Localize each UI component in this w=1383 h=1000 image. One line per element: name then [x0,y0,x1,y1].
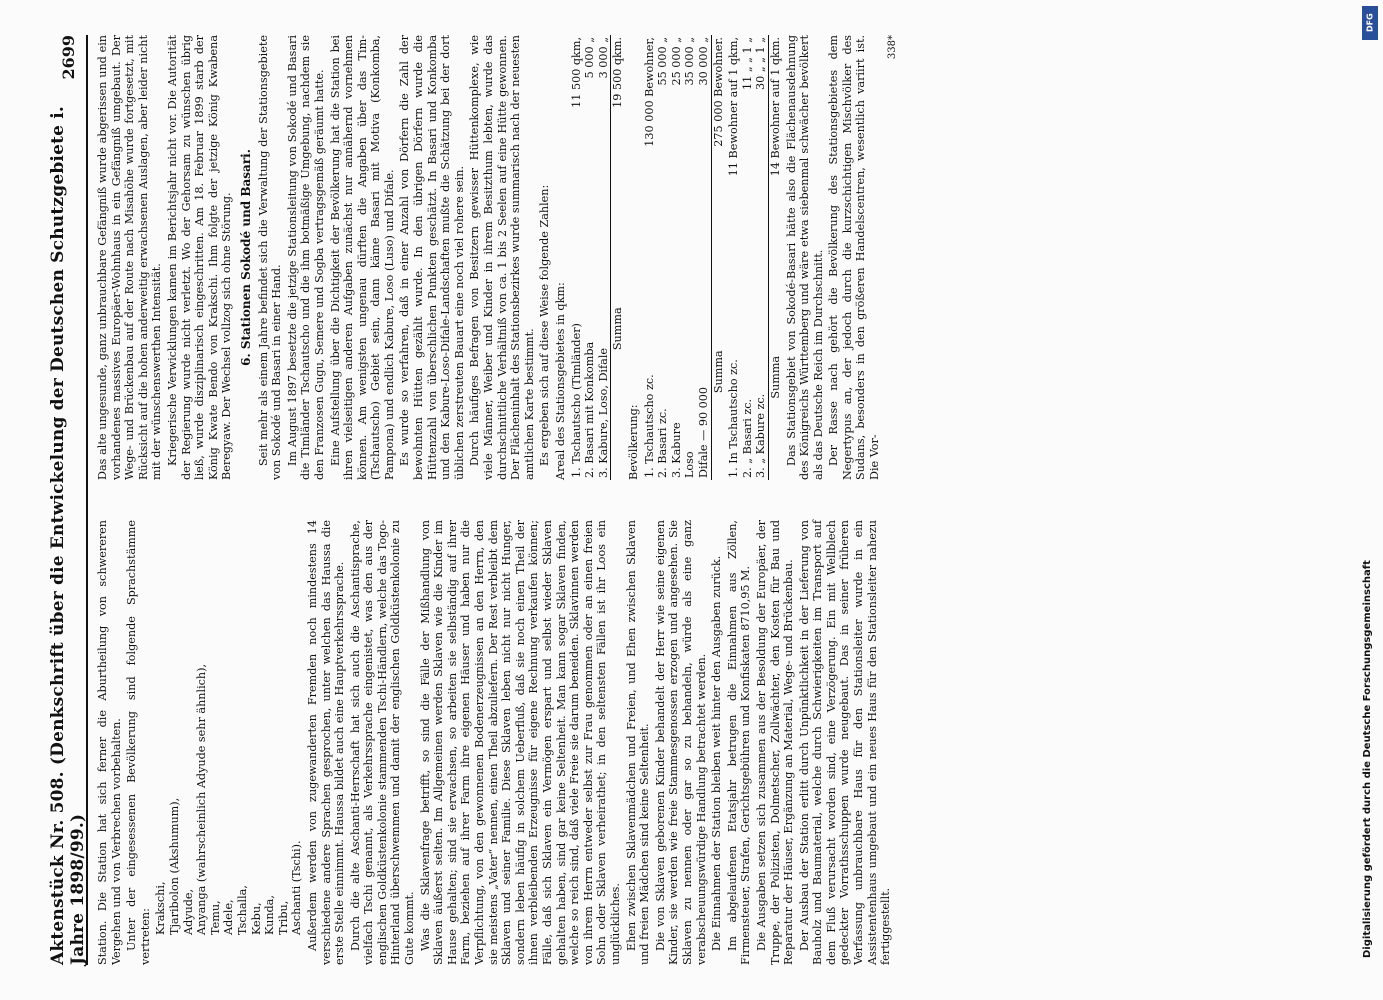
table-row [741,35,755,480]
paragraph: Durch die alte Aschanti-Herrschaft hat sich auch die Aschantisprache, vielfach Tschi genannt, als Verkehrssprache eingenistet, was den aus der englischen Goldküstenkolonie stammenden Tschi-Händlern, welche das Togo-Hinterland überschwemmen und damit der englischen Goldküstenkolonie zu Gute kommt. [348,520,417,965]
table-row [754,35,768,480]
list-item: Temu, [208,900,222,935]
page-header [50,35,88,965]
table-row [643,35,657,480]
paragraph: Kriegerische Verwicklungen kamen im Berichtsjahr nicht vor. Die Autorität der Regierung wurde nicht verletzt. Wo der Gehorsam zu wünschen übrig ließ, wurde disziplinarisch eingeschritten. Am 18. Februar 1899 starb der König Kwate Bendo von Krakschi. Ihm folgte der jetzige König Kwabena Beregyaw. Der Wechsel vollzog sich ohne Störung. [165,35,234,480]
paragraph: Der Ausbau der Station erlitt durch Unpünktlichkeit in der Lieferung von Bauholz und Baumaterial, welche durch Schwierigkeiten im Transport auf dem Fluß verursacht worden sind, eine Verzögerung. Ein mit Wellblech gedeckter Vorrathsschuppen wurde neugebaut. Das in seiner früheren Verfassung unbrauchbare Haus für den Stationsleiter wurde in ein Assistentenhaus umgebaut und ein neues Haus für den Stationsleiter nahezu fertiggestellt. [797,520,893,965]
paragraph: Seit mehr als einem Jahre befindet sich die Verwaltung der Stationsgebiete von Sokodé und Basari in einer Hand. [256,35,284,480]
table-cell: 3. Kabure, Loso, Difale [596,347,610,478]
table-cell: 25 000 „ [669,37,683,86]
list-item: Tribu, [276,900,290,935]
table-cell: 11 Bewohner auf 1 qkm, [727,37,741,177]
list-item: Adele, [222,899,236,935]
paragraph: Außerdem werden von zugewanderten Fremden noch mindestens 14 verschiedene andere Sprachen gesprochen, unter welchen das Haussa die erste Stelle einnimmt. Haussa bildet auch eine Hauptverkehrssprache. [305,520,347,965]
table-cell: 55 000 „ [656,37,670,86]
table-caption: Bevölkerung: [626,404,640,480]
paragraph: Das Stationsgebiet von Sokodé-Basari hätte also die Flächenausdehnung des Königreichs Württemberg und wäre etwa siebenmal schwächer bevölkert als das Deutsche Reich im Durchschnitt. [784,35,825,480]
table-cell: 11 „ „ 1 „ [740,37,754,90]
paragraph: Durch häufiges Befragen von Besitzern gewisser Hüttenkomplexe, wie viele Männer, Weiber und Kinder in ihrem Besitzthum lebten, wurde das durchschnittliche Verhältniß von ca. 1 bis 2 Seelen auf eine Hütte gewonnen. Der Flächeninhalt des Stationsbezirkes wurde summarisch nach der neuesten amtlichen Karte bestimmt. [468,35,536,480]
table-cell: 11 500 qkm, [569,37,583,108]
population-table [643,35,726,480]
table-cell: 30 „ „ 1 „ [754,37,768,90]
list-item: Adyude, [181,888,195,935]
table-row [670,35,684,480]
table-caption: Areal des Stationsgebietes in qkm: [554,282,567,480]
area-table [570,35,625,480]
table-cell: 5 000 „ [583,37,597,79]
table-cell: Difale — 90 000 [696,386,710,478]
paragraph: Station. Die Station hat sich ferner die Aburtheilung von schwereren Vergehen und von Verbrechen vorbehalten. [96,520,123,965]
paragraph: Im August 1897 besetzte die jetzige Stationsleitung von Sokodé und Basari die Timländer Tschautscho und die ihm botmäßige Umgebung, nachdem sie den Franzosen Gugu, Semere und Sogba vertragsgemäß geräumt hatte. [285,35,326,480]
paragraph: Der Rasse nach gehört die Bevölkerung des Stationsgebietes dem Negertypus an, der jedoch durch die kurzschichtigen Mischvölker des Sudans, besonders in den größeren Handelscentren, wesentlich variirt ist. Die Vor- [827,35,882,480]
table-cell: 2. Basari zc. [656,408,670,478]
paragraph: Es wurde so verfahren, daß in einer Anzahl von Dörfern die Zahl der bewohnten Hütten gezählt wurde. In den übrigen Dörfern wurde die Hüttenzahl von überschlichen Punkten geschätzt. In Basari und Konkomba und den Kabure-Loso-Difale-Landschaften mußte die Schätzung bei der dort üblichen zerstreuten Bauart eine noch viel rohere sein. [398,35,466,480]
table-cell: 3 000 „ [596,37,610,79]
table-cell: 2. Basari mit Konkomba [583,341,597,478]
list-item: Krakschi, [154,881,168,935]
list-item: Tjaribolon (Akshumum), [167,797,181,935]
signature-mark: 338* [886,35,898,60]
paragraph: Was die Sklavenfrage betrifft, so sind die Fälle der Mißhandlung von Sklaven äußerst selten. Im Allgemeinen werden Sklaven wie die Kinder im Hause gehalten; sind sie erwachsen, so arbeiten sie selbständig auf ihrer Farm, beziehen auf ihrer Farm ihre eigenen Häuser und haben nur die Verpflichtung, von den gewonnenen Bodenerzeugnissen an den Herrn, den sie meistens „Vater“ nennen, einen Theil abzuliefern. Der Rest verbleibt dem Sklaven und seiner Familie. Diese Sklaven leben nicht nur nicht Hunger, sondern leben häufig in solchem Ueberfluß, daß sie noch einen Theil der ihnen verbleibenden Erzeugnisse für eigene Rechnung verkaufen können; Fälle, daß sich Sklaven ein Vermögen erspart und selbst wieder Sklaven gehalten haben, sind gar keine Seltenheit. Man kann sogar Sklaven finden, welche so reich sind, daß viele Freie sie darum beneiden. Sklavinnen werden von ihrem Herrn entweder selbst zur Frau genommen oder an einen freien Sohn oder Sklaven verheirathet; in den seltensten Fällen ist ihr Loos ein unglückliches. [418,520,622,965]
table-row [683,35,697,480]
paragraph: Die Ausgaben setzen sich zusammen aus der Besoldung der Europäer, der Truppe, der Polizisten, Dolmetscher, Zollwächter, den Kosten für Bau und Reparatur der Häuser, Ergänzung an Material, Wege- und Brückenbau. [754,520,796,965]
table-row [570,35,584,480]
table-row [727,35,741,480]
table-cell: 1. Tschautscho zc. [642,374,656,478]
table-cell: 2. „ Basari zc. [740,398,754,478]
left-column [96,520,1266,965]
table-cell: Summa [768,275,782,480]
language-list [154,520,304,935]
table-cell: Loso [683,451,697,478]
dfg-logo-icon: DFG [1362,6,1378,40]
list-item: Anyanga (wahrscheinlich Adyude sehr ähnlich), [195,663,209,935]
page-number: 2699 [58,35,78,80]
funding-note: Digitalisierung gefördert durch die Deutsche Forschungsgemeinschaft [1362,560,1373,958]
section-heading: 6. Stationen Sokodé und Basari. [238,149,253,366]
table-cell: 30 000 „ [696,37,710,86]
table-row-sum [711,35,725,480]
table-cell: 19 500 qkm. [611,35,625,177]
paragraph: Es ergeben sich auf diese Weise folgende Zahlen: [538,184,552,466]
table-cell: 1. Tschautscho (Timländer) [569,323,583,478]
table-row [697,35,711,480]
table-cell: 3. „ Kabure zc. [754,393,768,478]
list-item: Tschalla, [235,885,249,935]
table-cell: 275 000 Bewohner. [711,35,725,264]
funding-sidebar [1358,0,1383,1000]
table-row [583,35,597,480]
table-cell: 3. Kabure [669,422,683,478]
rotated-document-page [50,35,1275,965]
list-item: Aschanti (Tschi). [290,840,304,935]
paragraph: Ehen zwischen Sklavenmädchen und Freien, und Ehen zwischen Sklaven und freien Mädchen sind keine Seltenheit. [624,520,652,965]
table-cell: 1. In Tschautscho zc. [727,359,741,478]
paragraph: Eine Aufstellung über die Dichtigkeit der Bevölkerung hat die Station bei ihren vielseitigen anderen Aufgaben zunächst nur annähernd vornehmen können. Am wenigsten ungenau dürften die Angaben über das Tim-(Tschautscho) Gebiet sein, dann käme Basari mit Motiva (Konkomba, Pampona) und endlich Kabure, Loso (Luso) und Difale. [328,35,396,480]
table-cell: 35 000 „ [683,37,697,86]
table-row [597,35,611,480]
page-title: Aktenstück Nr. 508. (Denkschrift über die Entwickelung der Deutschen Schutzgebiete i. Jahre 1898/99.) [48,105,88,965]
table-row-sum [611,35,625,480]
paragraph: Im abgelaufenen Etatsjahr betrugen die Einnahmen aus Zöllen, Firmensteuer, Strafen, Gerichtsgebühren und Konfiskaten 8710,95 M. [725,520,753,965]
paragraph: Die Einnahmen der Station bleiben weit hinter den Ausgaben zurück. [710,555,724,951]
table-cell: 14 Bewohner auf 1 qkm. [768,35,782,275]
table-row-sum [768,35,782,480]
table-row [656,35,670,480]
table-cell: Summa [711,264,725,480]
paragraph: Die von Sklaven geborenen Kinder behandelt der Herr wie seine eigenen Kinder, sie werden wie freie Stammesgenossen erzogen und angesehen. Sie Sklaven zu nennen oder gar so zu behandeln, würde als eine ganz verabscheuungswürdige Handlung betrachtet werden. [653,520,708,965]
table-cell: Summa [611,177,625,480]
table-cell: 130 000 Bewohner, [642,37,656,147]
paragraph: Das alte ungesunde, ganz unbrauchbare Gefängniß wurde abgerissen und ein vorhandenes massives Europäer-Wohnhaus in ein Gefängniß umgebaut. Der Wege- und Brückenbau auf der Route nach Misahöhe wurde fortgesetzt, mit Rücksicht auf die hohen anderweitig erwachsenen Auslagen, aber leider nicht mit der wünschenswerthen Intensität. [96,35,164,480]
right-column [96,35,1266,480]
density-table [727,35,782,480]
paragraph: Unter der eingesessenen Bevölkerung sind folgende Sprachstämme vertreten: [125,520,152,965]
list-item: Kunda, [263,895,277,935]
list-item: Kebu, [249,902,263,935]
